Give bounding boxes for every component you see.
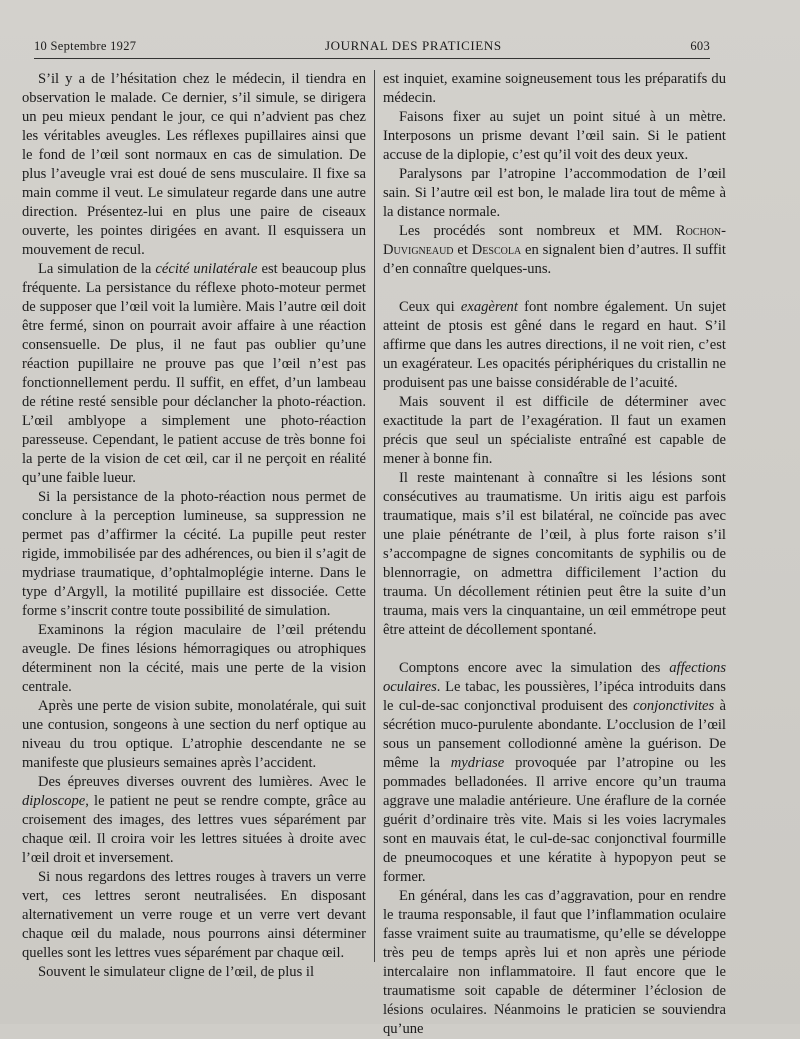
paragraph: Il reste maintenant à connaître si les lésions sont consécutives au traumatisme. Un iritis aigu est parfois traumatique, mais s’il est bilatéral, ne coïncide pas avec une plaie pénétrante de l’œil, à plus forte raison s’il s’accompagne de signes concomitants de syphilis ou de blennorragie, on admettra difficilement l’action du trauma. Un décollement rétinien peut être la suite d’un trauma, mais vers la cinquantaine, un œil emmétrope peut être atteint de décollement spontané. (383, 470, 726, 638)
left-column (22, 70, 366, 982)
paragraph: Mais souvent il est difficile de déterminer avec exactitude la part de l’exagération. Il faut un examen précis que seul un spécialiste entraîné est capable de mener à bonne fin. (383, 394, 726, 467)
paragraph: La simulation de la cécité unilatérale est beaucoup plus fréquente. La persistance du réflexe photo-moteur permet de supposer que l’œil voit la lumière. Mais l’autre œil doit être fermé, sinon on pourrait avoir affaire à une réaction consensuelle. De plus, il ne faut pas oublier qu’une réaction pupillaire ne prouve pas que l’œil n’est pas fonctionnellement perdu. Il suffit, en effet, d’un lambeau de rétine resté sensible pour déclancher la photo-réaction. L’œil amblyope a simplement une photo-réaction paresseuse. Cependant, le patient accuse de très bonne foi la perte de la vision de cet œil, car il ne perçoit en réalité qu’une faible lueur. (22, 261, 366, 486)
paragraph: Souvent le simulateur cligne de l’œil, de plus il (38, 964, 315, 980)
paragraph: Si nous regardons des lettres rouges à travers un verre vert, ces lettres seront neutralisées. En disposant alternativement un verre rouge et un verre vert devant chaque œil du malade, nous pourrons ainsi déterminer quelles sont les lettres vues séparément par chaque œil. (22, 869, 366, 961)
column-divider (374, 70, 375, 962)
header-date: 10 Septembre 1927 (34, 39, 137, 53)
header-rule (34, 58, 710, 59)
paragraph: Examinons la région maculaire de l’œil prétendu aveugle. De fines lésions hémorragiques ou atrophiques déterminent non la cécité, mais une perte de la vision centrale. (22, 622, 366, 695)
paragraph: Paralysons par l’atropine l’accommodation de l’œil sain. Si l’autre œil est bon, le malade lira tout de même à la distance normale. (383, 166, 726, 220)
right-column (383, 70, 726, 1039)
paragraph: Les procédés sont nombreux et MM. Rochon-Duvigneaud et Descola en signalent bien d’autres. Il suffit d’en connaître quelques-uns. (383, 223, 726, 277)
header-journal-title: JOURNAL DES PRATICIENS (324, 38, 502, 53)
paragraph: Faisons fixer au sujet un point situé à un mètre. Interposons un prisme devant l’œil sain. Si le patient accuse de la diplopie, c’est qu’il voit des deux yeux. (383, 109, 726, 163)
paragraph: Des épreuves diverses ouvrent des lumières. Avec le diploscope, le patient ne peut se rendre compte, grâce au croisement des images, des lettres vues séparément par chaque œil. Il croira voir les lettres situées à droite avec l’œil droit et inversement. (22, 774, 366, 866)
paragraph: est inquiet, examine soigneusement tous les préparatifs du médecin. (383, 71, 726, 106)
page-header (34, 38, 710, 54)
paragraph: Si la persistance de la photo-réaction nous permet de conclure à la perception lumineuse, sa suppression ne permet pas d’affirmer la cécité. La pupille peut rester rigide, immobilisée par des adhérences, ou bien il s’agit de mydriase traumatique, d’ophtalmoplégie interne. Dans le type d’Argyll, la motilité pupillaire est dissociée. Cette forme s’inscrit contre toute possibilité de simulation. (22, 489, 366, 619)
paragraph: Après une perte de vision subite, monolatérale, qui suit une contusion, songeons à une section du nerf optique au niveau du trou optique. L’atrophie descendante ne se manifeste que plusieurs semaines après l’accident. (22, 698, 366, 771)
paragraph: En général, dans les cas d’aggravation, pour en rendre le trauma responsable, il faut que l’inflammation oculaire fasse vraiment suite au traumatisme, qu’elle se développe très peu de temps après lui et non après une période intercalaire non inflammatoire. Il faut encore que le traumatisme soit capable de déterminer l’éclosion de lésions oculaires. Néanmoins le praticien se souviendra qu’une (383, 888, 726, 1037)
paragraph: S’il y a de l’hésitation chez le médecin, il tiendra en observation le malade. Ce dernier, s’il simule, se dirigera un peu mieux pendant le jour, ce qui n’advient pas chez les véritables aveugles. Les réflexes pupillaires ainsi que le fond de l’œil sont normaux en cas de simulation. De plus l’aveugle vrai est doué de sens musculaire. Il fixe sa main comme il veut. Le simulateur regarde dans une autre direction. Présentez-lui en plus une paire de ciseaux ouverte, les pointes dirigées en avant. Il esquissera un mouvement de recul. (22, 71, 366, 258)
paragraph: Ceux qui exagèrent font nombre également. Un sujet atteint de ptosis est gêné dans le regard en haut. S’il affirme que dans les autres directions, il ne voit rien, c’est un exagérateur. Les opacités périphériques du cristallin ne produisent pas une baisse considérable de l’acuité. (383, 299, 726, 391)
paragraph: Comptons encore avec la simulation des affections oculaires. Le tabac, les poussières, l’ipéca introduits dans le cul-de-sac conjonctival produisent des conjonctivites à sécrétion muco-purulente abondante. L’occlusion de l’œil sous un pansement collodionné amène la guérison. De même la mydriase provoquée par l’atropine ou les pommades belladonées. Il arrive encore qu’un trauma aggrave une maladie antérieure. Une éraflure de la cornée guérit d’ordinaire très vite. Mais si les voies lacrymales sont en mauvais état, le cul-de-sac conjonctival fourmille de pneumocoques et une kératite à hypopyon peut se former. (383, 660, 726, 885)
header-page-number: 603 (690, 39, 710, 53)
